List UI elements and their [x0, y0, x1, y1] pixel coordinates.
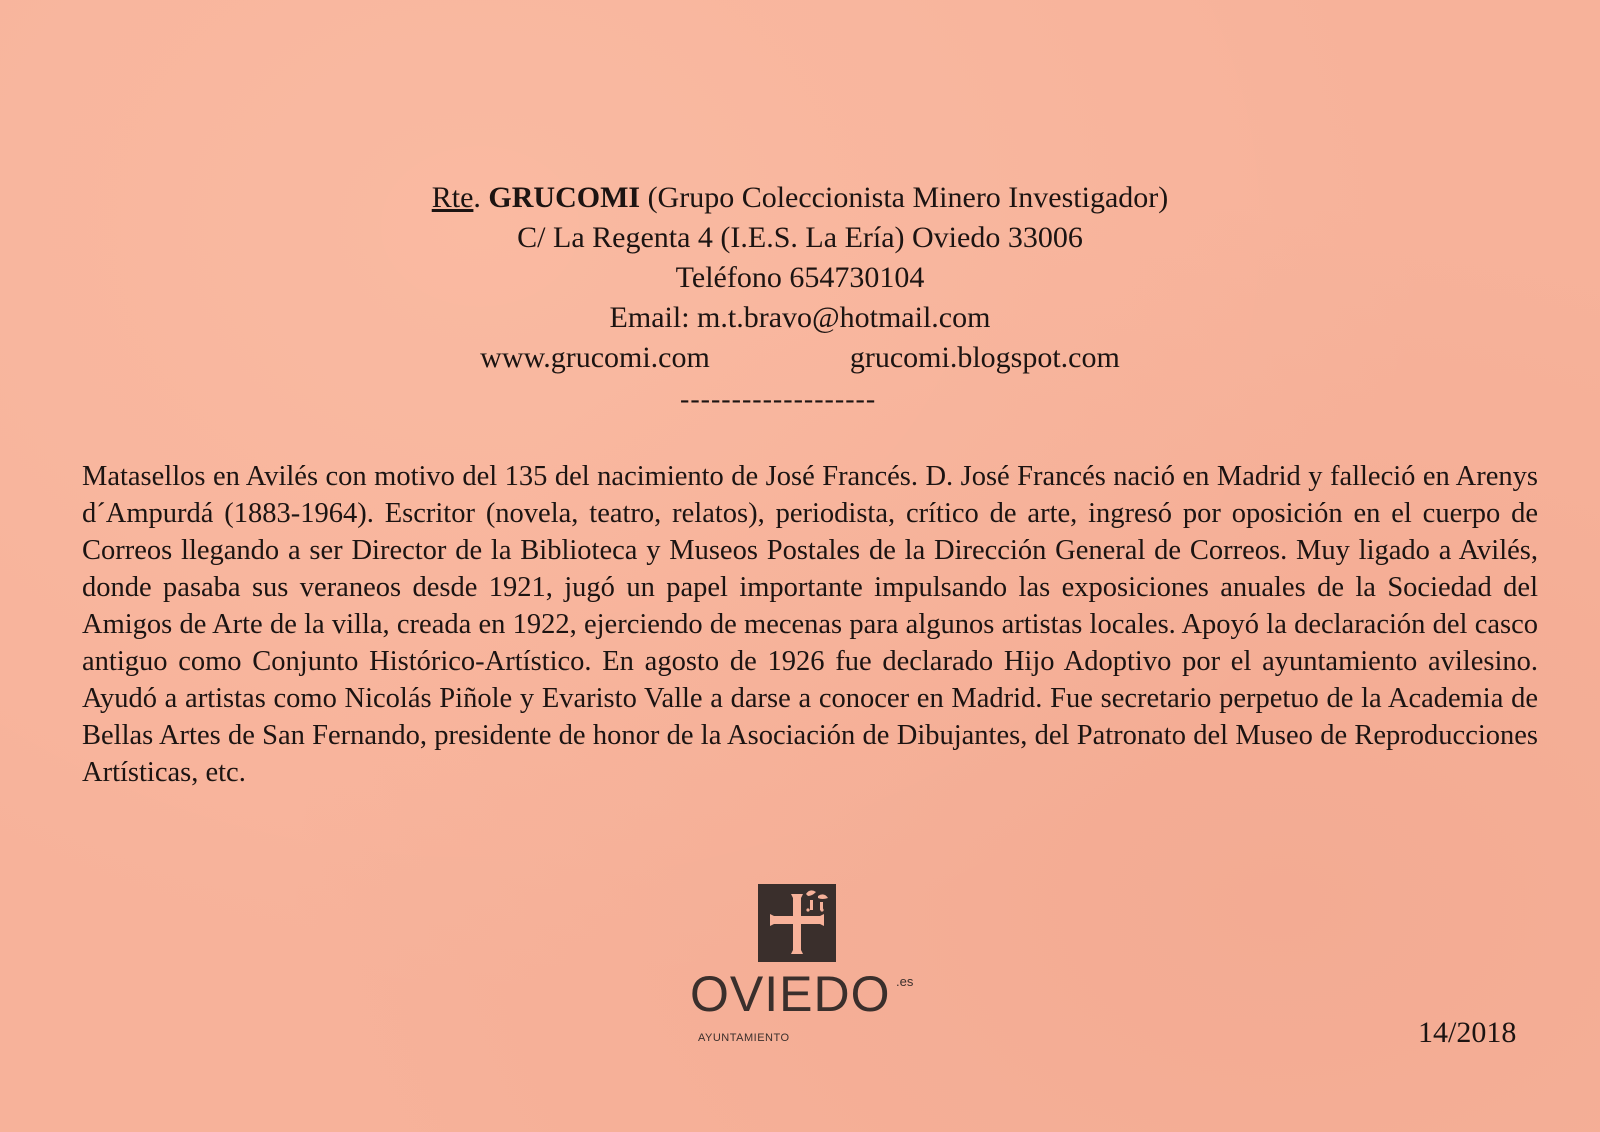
address-line: C/ La Regenta 4 (I.E.S. La Ería) Oviedo 33006 — [517, 221, 1083, 254]
oviedo-wordmark: OVIEDO — [690, 966, 891, 1022]
reference-number: 14/2018 — [1418, 1016, 1517, 1049]
description-paragraph: Matasellos en Avilés con motivo del 135 del nacimiento de José Francés. D. José Francés nació en Madrid y falleció en Arenys d´Ampurdá (1883-1964). Escritor (novela, teatro, relatos), periodista, crítico de arte, ingresó por oposición en el cuerpo de Correos llegando a ser Director de la Biblioteca y Museos Postales de la Dirección General de Correos. Muy ligado a Avilés, donde pasaba sus veraneos desde 1921, jugó un papel importante impulsando las exposiciones anuales de la Sociedad del Amigos de Arte de la villa, creada en 1922, ejerciendo de mecenas para algunos artistas locales. Apoyó la declaración del casco antiguo como Conjunto Histórico-Artístico. En agosto de 1926 fue declarado Hijo Adoptivo por el ayuntamiento avilesino. Ayudó a artistas como Nicolás Piñole y Evaristo Valle a darse a conocer en Madrid. Fue secretario perpetuo de la Academia de Bellas Artes de San Fernando, presidente de honor de la Asociación de Dibujantes, del Patronato del Museo de Reproducciones Artísticas, etc. — [82, 461, 1538, 788]
oviedo-subtitle: AYUNTAMIENTO — [698, 1032, 790, 1044]
web-row — [0, 338, 1600, 378]
sender-prefix: Rte — [431, 181, 474, 214]
oviedo-logo — [690, 966, 930, 1044]
oviedo-tld: .es — [896, 974, 914, 989]
blog-link[interactable]: grucomi.blogspot.com — [849, 341, 1120, 374]
phone-line: Teléfono 654730104 — [675, 261, 925, 294]
org-full-name: (Grupo Coleccionista Minero Investigador) — [647, 181, 1169, 214]
sender-block — [0, 178, 1600, 378]
separator: ------------------- — [680, 384, 877, 415]
website-link[interactable]: www.grucomi.com — [480, 341, 710, 374]
email-line: Email: m.t.bravo@hotmail.com — [609, 301, 991, 334]
cross-of-victory-icon — [758, 884, 836, 962]
sender-line: Rte. GRUCOMI (Grupo Coleccionista Minero Investigador) — [431, 181, 1169, 214]
org-short-name: GRUCOMI — [488, 181, 641, 214]
